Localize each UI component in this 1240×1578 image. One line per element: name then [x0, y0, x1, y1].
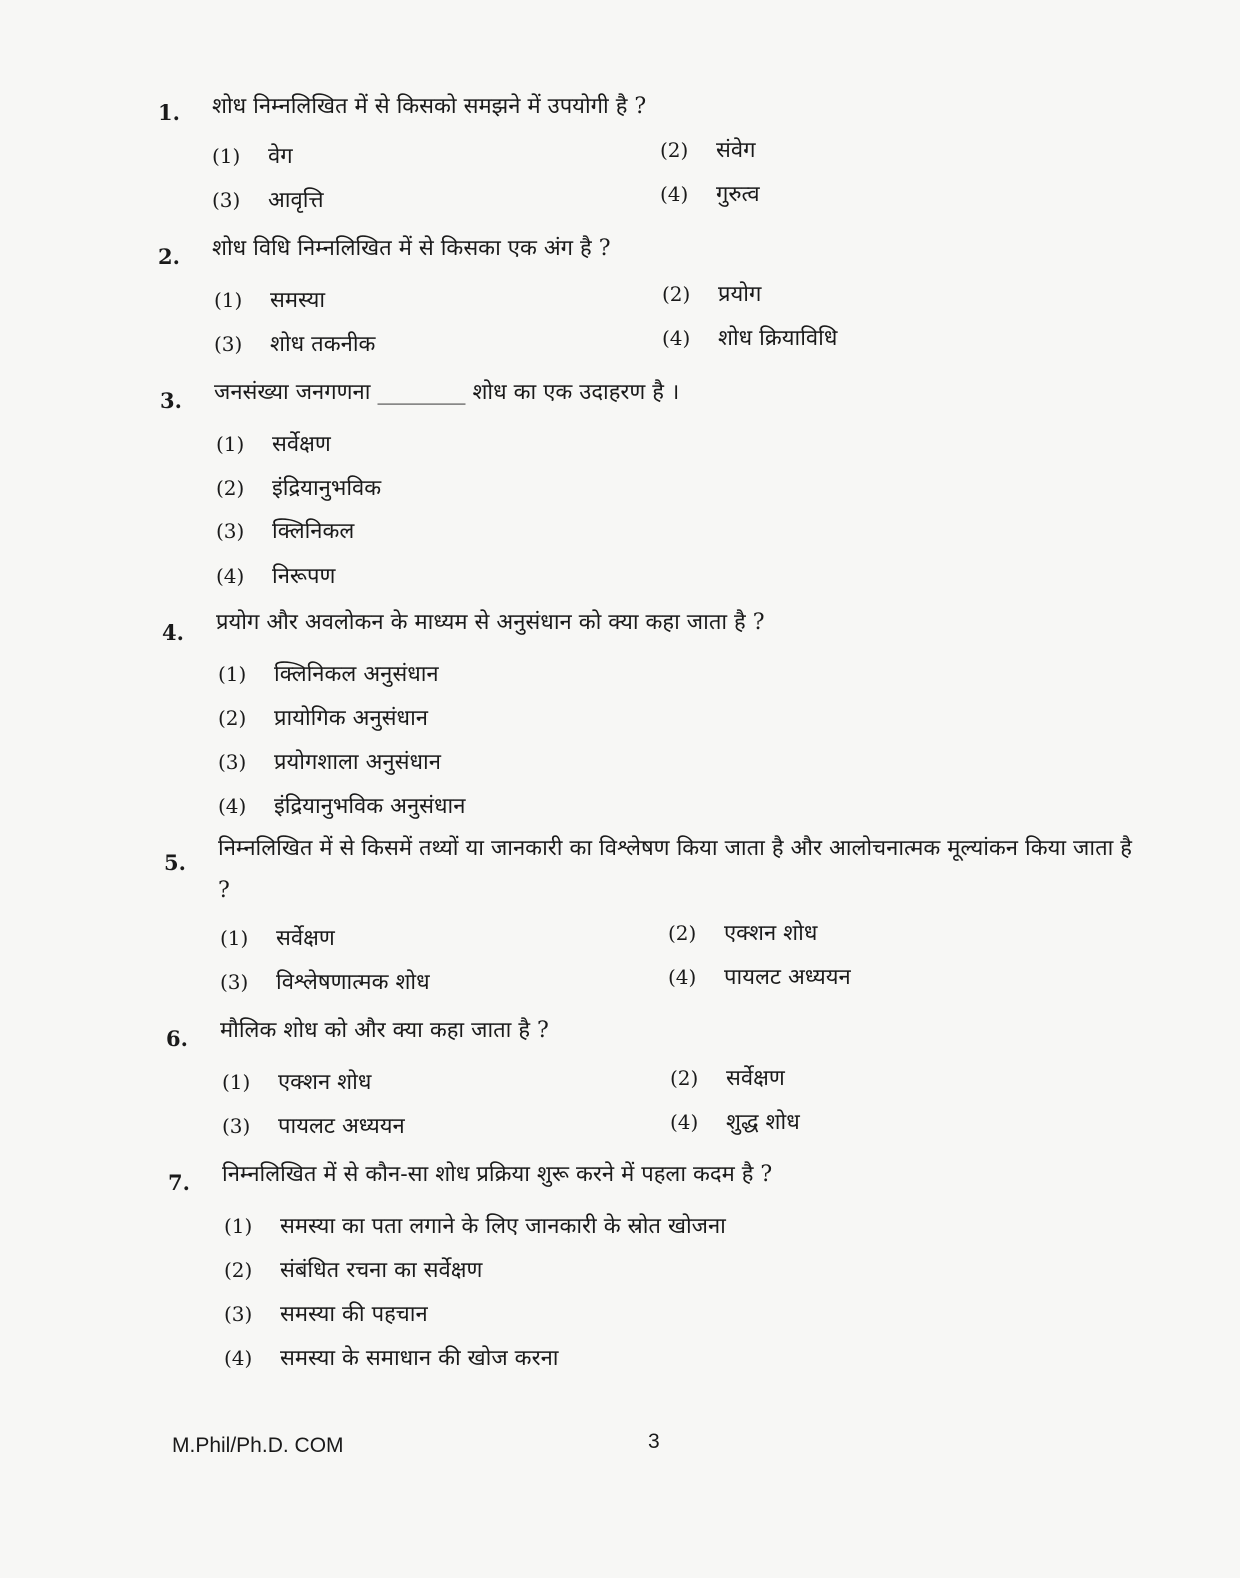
option-text: क्लिनिकल अनुसंधान [274, 662, 439, 687]
option-number: (4) [660, 182, 689, 206]
option [662, 278, 761, 308]
option-number: (3) [220, 970, 249, 994]
question-number: 4. [162, 620, 184, 645]
option-text: समस्या [270, 288, 326, 313]
paper-code: M.Phil/Ph.D. COM [172, 1434, 344, 1457]
option-number: (2) [216, 476, 245, 500]
option [668, 917, 817, 947]
page-number: 3 [648, 1430, 660, 1453]
option-number: (3) [212, 188, 241, 212]
option-number: (2) [224, 1258, 253, 1282]
question-number: 5. [164, 850, 186, 875]
option [212, 184, 324, 214]
option-text: प्रयोगशाला अनुसंधान [274, 750, 441, 775]
option-number: (1) [218, 662, 247, 686]
option [216, 560, 335, 590]
option [218, 746, 441, 776]
option [224, 1342, 559, 1372]
question-number: 3. [160, 388, 182, 413]
question-text: शोध विधि निम्नलिखित में से किसका एक अंग है ? [212, 236, 611, 261]
option-text: समस्या के समाधान की खोज करना [280, 1346, 559, 1371]
option-number: (1) [216, 432, 245, 456]
option-text: वेग [268, 144, 293, 169]
option [670, 1062, 785, 1092]
option [222, 1110, 405, 1140]
option-number: (3) [214, 332, 243, 356]
option-text: संबंधित रचना का सर्वेक्षण [280, 1258, 483, 1283]
option-number: (2) [662, 282, 691, 306]
option-text: एक्शन शोध [278, 1070, 372, 1095]
question-text: प्रयोग और अवलोकन के माध्यम से अनुसंधान को क्या कहा जाता है ? [216, 610, 765, 635]
question-number: 1. [158, 100, 180, 125]
question-number: 7. [168, 1170, 190, 1195]
option-text: आवृत्ति [268, 188, 324, 213]
question-number: 6. [166, 1026, 188, 1051]
option [216, 428, 331, 458]
option-number: (4) [662, 326, 691, 350]
question-text: शोध निम्नलिखित में से किसको समझने में उपयोगी है ? [212, 94, 647, 119]
option-number: (2) [668, 921, 697, 945]
option-text: पायलट अध्ययन [724, 965, 851, 990]
question-text: मौलिक शोध को और क्या कहा जाता है ? [220, 1018, 549, 1043]
option [214, 328, 375, 358]
option-text: निरूपण [272, 564, 336, 589]
option-text: गुरुत्व [716, 182, 760, 207]
option-number: (4) [216, 564, 245, 588]
option [222, 1066, 371, 1096]
option [216, 515, 354, 545]
option-number: (1) [224, 1214, 253, 1238]
option-number: (4) [218, 794, 247, 818]
option [216, 472, 381, 502]
option-text: पायलट अध्ययन [278, 1114, 405, 1139]
option-text: सर्वेक्षण [276, 926, 335, 951]
option-text: समस्या का पता लगाने के लिए जानकारी के स्रोत खोजना [280, 1214, 726, 1239]
option-number: (4) [668, 965, 697, 989]
option [224, 1210, 726, 1240]
option [214, 284, 325, 314]
option-text: सर्वेक्षण [726, 1066, 785, 1091]
option-text: समस्या की पहचान [280, 1302, 428, 1327]
option [660, 134, 756, 164]
question-text: निम्नलिखित में से किसमें तथ्यों या जानकारी का विश्लेषण किया जाता है और आलोचनात्मक मूल्यांकन किया जाता है ? [218, 836, 1132, 903]
question-number: 2. [158, 244, 180, 269]
option-number: (2) [218, 706, 247, 730]
option-text: एक्शन शोध [724, 921, 818, 946]
option-text: शुद्ध शोध [726, 1110, 800, 1135]
option-number: (3) [222, 1114, 251, 1138]
option-number: (4) [670, 1110, 699, 1134]
option-number: (1) [220, 926, 249, 950]
option-number: (1) [214, 288, 243, 312]
option [220, 966, 430, 996]
option-number: (1) [212, 144, 241, 168]
option-text: विश्लेषणात्मक शोध [276, 970, 430, 995]
option [662, 322, 837, 352]
option-text: संवेग [716, 138, 756, 163]
option-text: इंद्रियानुभविक अनुसंधान [274, 794, 466, 819]
option [218, 790, 465, 820]
option-text: क्लिनिकल [272, 519, 355, 544]
option [670, 1106, 800, 1136]
option [218, 702, 428, 732]
option [224, 1298, 428, 1328]
option [212, 140, 293, 170]
option-text: प्रयोग [718, 282, 762, 307]
option-text: प्रायोगिक अनुसंधान [274, 706, 428, 731]
option-number: (4) [224, 1346, 253, 1370]
question-text: जनसंख्या जनगणना ________ शोध का एक उदाहरण है । [214, 380, 680, 405]
option-number: (3) [218, 750, 247, 774]
option-text: शोध तकनीक [270, 332, 376, 357]
option [218, 658, 439, 688]
option-number: (1) [222, 1070, 251, 1094]
question-text: निम्नलिखित में से कौन-सा शोध प्रक्रिया शुरू करने में पहला कदम है ? [222, 1162, 773, 1187]
option-number: (3) [224, 1302, 253, 1326]
option-text: शोध क्रियाविधि [718, 326, 838, 351]
option-number: (2) [670, 1066, 699, 1090]
option-text: सर्वेक्षण [272, 432, 331, 457]
option-text: इंद्रियानुभविक [272, 476, 382, 501]
option [220, 922, 335, 952]
option [668, 961, 851, 991]
option-number: (2) [660, 138, 689, 162]
option [660, 178, 760, 208]
option [224, 1254, 482, 1284]
option-number: (3) [216, 519, 245, 543]
